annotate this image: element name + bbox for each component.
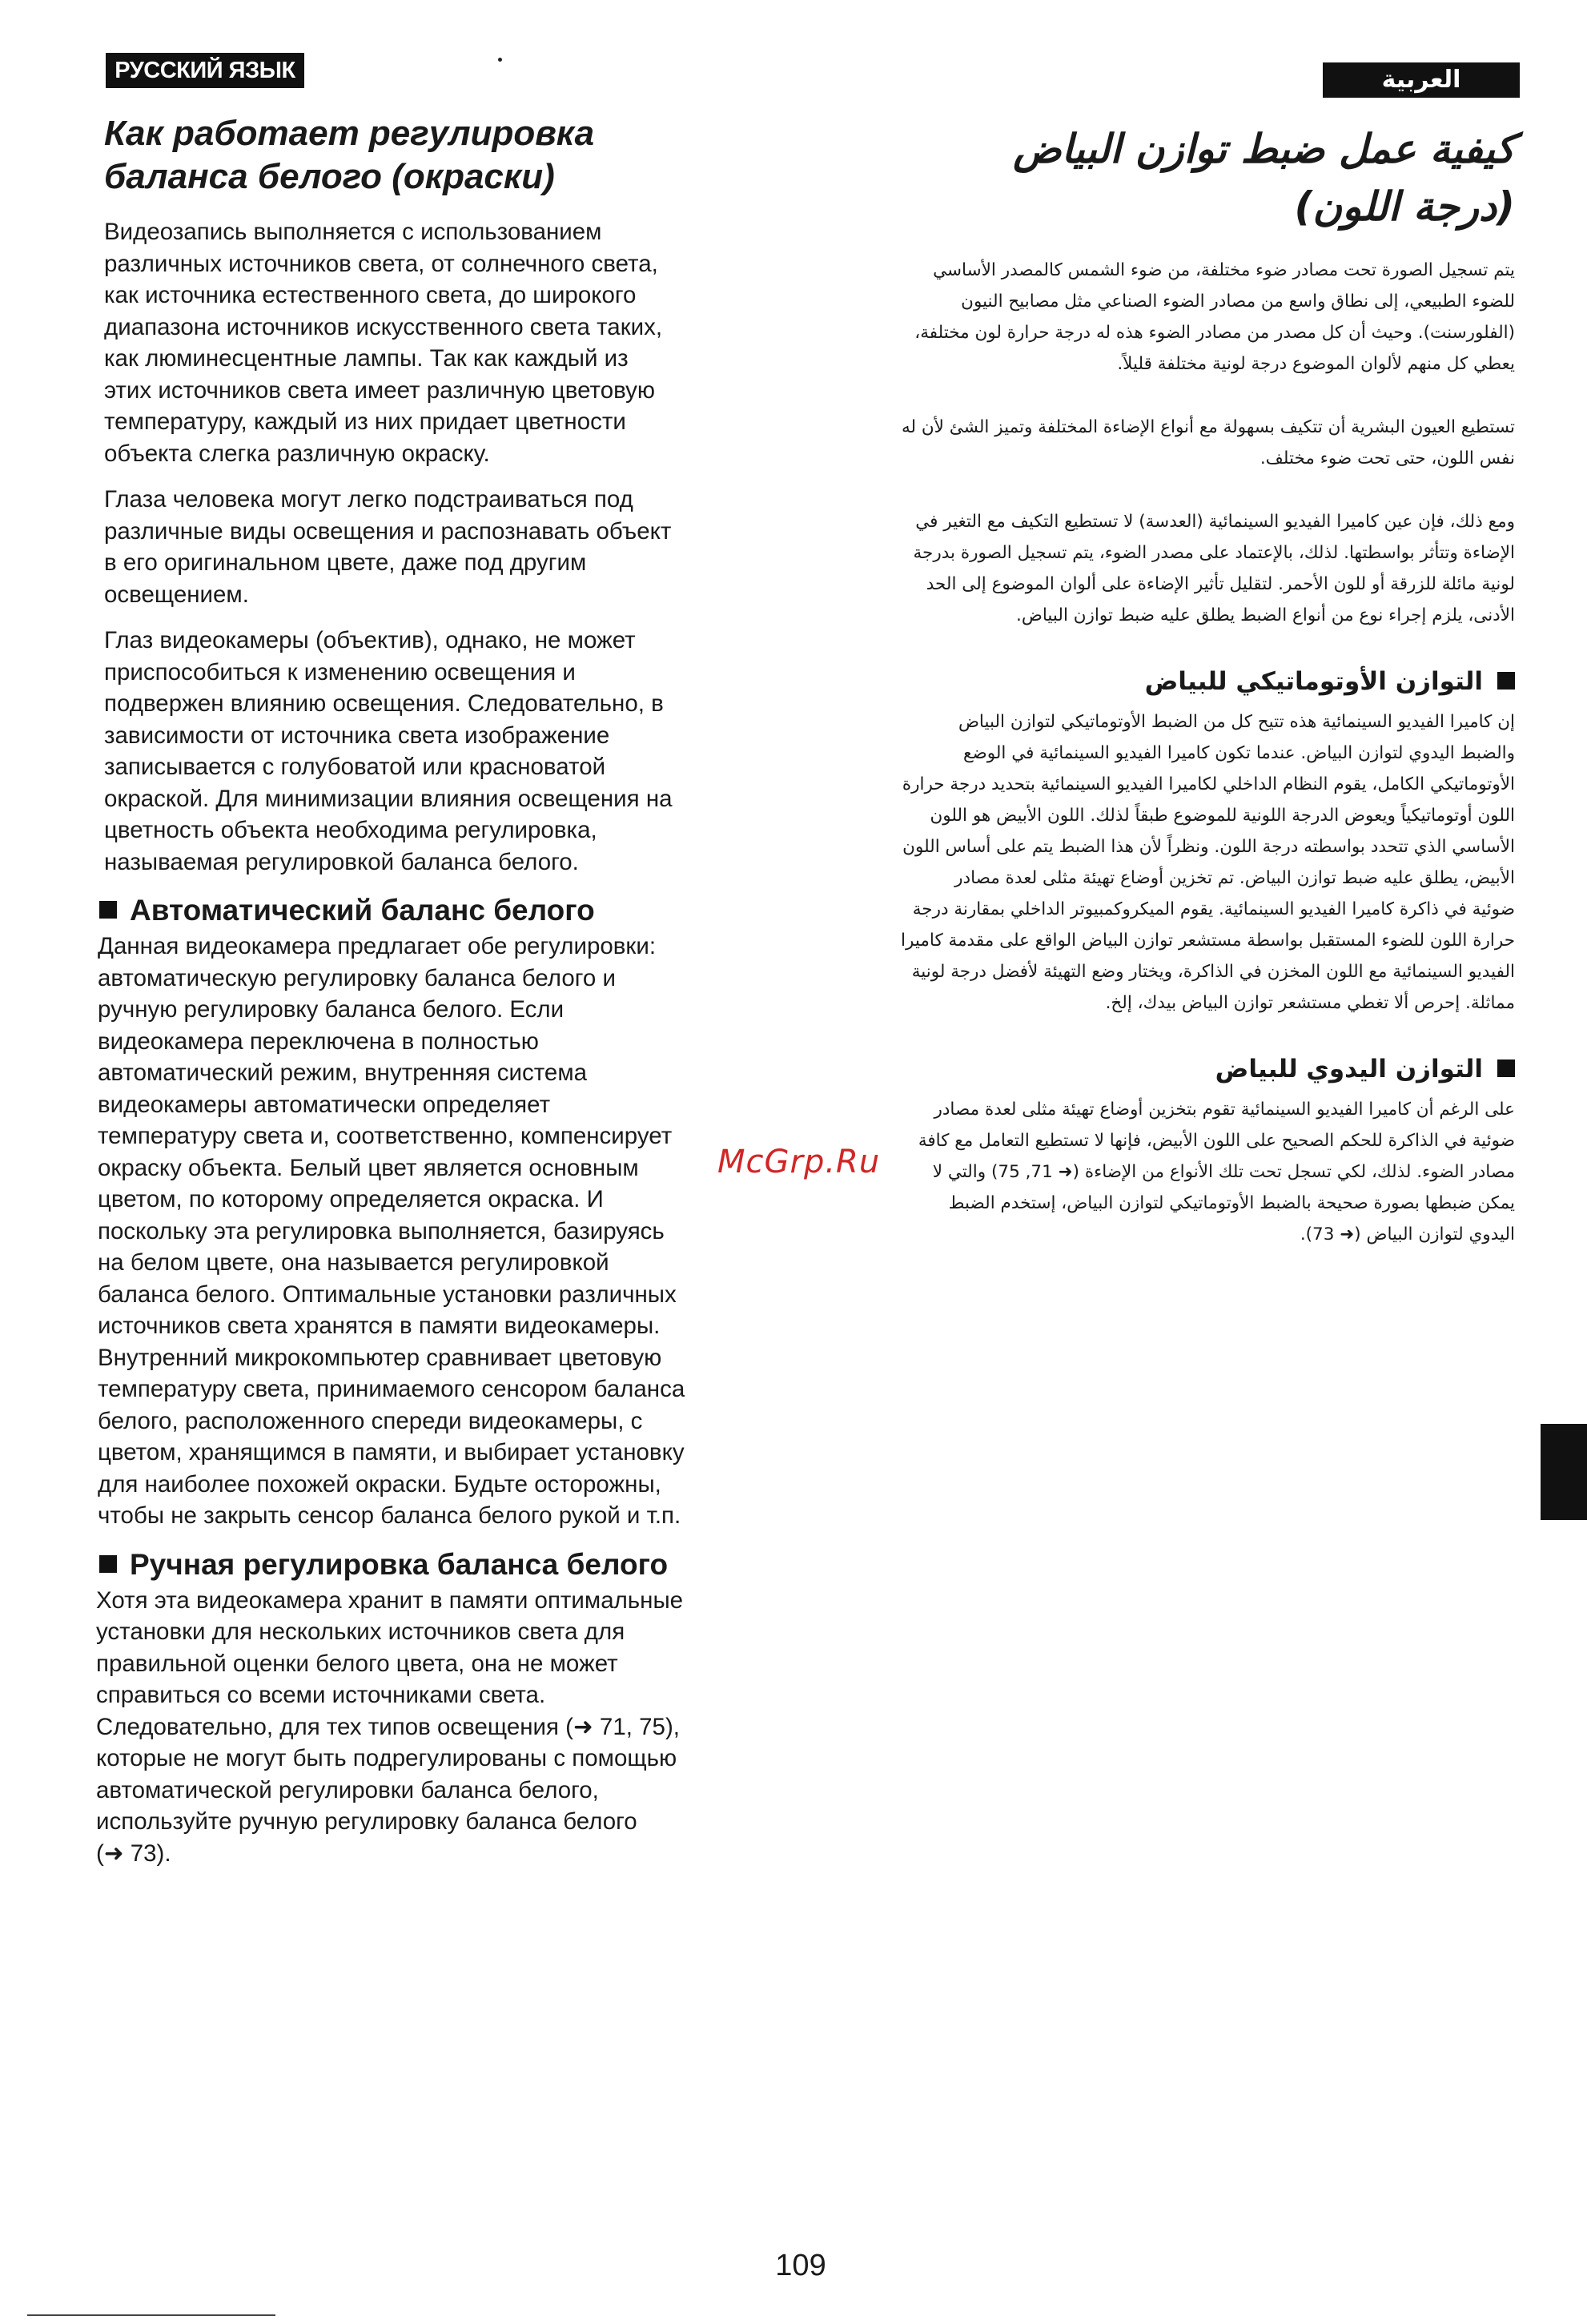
text-line: الفيديو السينمائية مع اللون المخزن في الذاكرة، ويختار وضع التهيئة لأفضل درجة لونية xyxy=(911,962,1515,982)
ar-manual-heading xyxy=(858,1051,1515,1088)
text-line: تستطيع العيون البشرية أن تتكيف بسهولة مع أنواع الإضاءة المختلفة وتميز الشئ لأن له xyxy=(901,417,1515,437)
ar-manual-heading-text: التوازن اليدوي للبياض xyxy=(1215,1055,1483,1084)
text-line: поскольку эта регулировка выполняется, базируясь xyxy=(98,1217,665,1244)
text-line: температуру, каждый из них придает цветности xyxy=(104,408,626,435)
bullet-square-icon xyxy=(1497,672,1515,690)
text-line: Как работает регулировка xyxy=(104,114,595,153)
ru-page-title xyxy=(104,112,756,199)
ar-auto-heading xyxy=(858,663,1515,700)
text-line: как люминесцентные лампы. Так как каждый из xyxy=(104,345,629,372)
text-line: Следовательно, для тех типов освещения (➜ 71, 75), xyxy=(96,1713,680,1740)
text-line: الإضاءة وتتأثر بواسطتها. لذلك، بالإعتماد على مصدر الضوء، يتم تسجيل الصورة بدرجة xyxy=(913,543,1515,563)
text-line: видеокамера переключена в полностью xyxy=(98,1027,539,1055)
text-line: различные виды освещения и распознавать объект xyxy=(104,517,672,545)
text-line: ضوئية في الذاكرة للحكم الصحيح على اللون الأبيض، فإنها لا تستطيع التعامل مع كافة xyxy=(918,1131,1515,1151)
watermark-text: McGrp.Ru xyxy=(717,1144,881,1180)
text-line: объекта слегка различную окраску. xyxy=(104,440,490,467)
text-line: автоматический режим, внутренняя система xyxy=(98,1059,588,1086)
ru-lens-paragraph xyxy=(104,625,756,878)
text-line: (الفلورسنت). وحيث أن كل مصدر من مصادر الضوء هذه له درجة حرارة لون مختلفة، xyxy=(914,323,1515,343)
text-line: чтобы не закрыть сенсор баланса белого рукой и т.п. xyxy=(98,1502,681,1529)
text-line: Глаз видеокамеры (объектив), однако, не может xyxy=(104,627,636,653)
ru-auto-heading xyxy=(99,892,756,929)
text-line: температуру света, принимаемого сенсором баланса xyxy=(98,1376,685,1402)
ru-manual-heading xyxy=(99,1546,756,1583)
text-line: подвержен влиянию освещения. Следовательно, в xyxy=(104,690,664,717)
text-line: يعطي كل منهم لألوان الموضوع درجة لونية مختلفة قليلاً. xyxy=(1117,354,1515,374)
text-line: автоматическую регулировку баланса белого и xyxy=(98,964,616,991)
text-line: различных источников света, от солнечного света, xyxy=(104,250,658,277)
bullet-square-icon xyxy=(1497,1059,1515,1077)
ar-auto-paragraph xyxy=(858,706,1515,1019)
text-line: يتم تسجيل الصورة تحت مصادر ضوء مختلفة، من ضوء الشمس كالمصدر الأساسي xyxy=(933,260,1515,280)
text-line: مصادر الضوء. لذلك، لكي تسجل تحت تلك الأنواع من الإضاءة (➜ 71, 75) والتي لا xyxy=(932,1162,1515,1182)
text-line: الأدنى، يلزم إجراء نوع من أنواع الضبط يطلق عليه ضبط توازن البياض. xyxy=(1016,605,1515,625)
text-line: ضوئية في ذاكرة كاميرا الفيديو السينمائية. يقوم الميكروكمبيوتر الداخلي بمقارنة درجة xyxy=(912,899,1515,919)
text-line: والضبط اليدوي لتوازن البياض. عندما تكون كاميرا الفيديو السينمائية في الوضع xyxy=(963,743,1515,763)
bullet-square-icon xyxy=(99,901,117,919)
text-line: приспособиться к изменению освещения и xyxy=(104,658,576,686)
text-line: إن كاميرا الفيديو السينمائية هذه تتيح كل من الضبط الأوتوماتيكي لتوازن البياض xyxy=(958,712,1515,732)
text-line: اليدوي لتوازن البياض (➜ 73). xyxy=(1300,1224,1515,1244)
text-line: цветом, хранящимся в памяти, и выбирает установку xyxy=(98,1439,685,1466)
ar-manual-paragraph xyxy=(858,1094,1515,1250)
text-line: зависимости от источника света изображение xyxy=(104,722,610,749)
text-line: диапазона источников искусственного света таких, xyxy=(104,313,663,340)
bottom-rule xyxy=(27,2314,275,2316)
text-line: (➜ 73). xyxy=(96,1839,171,1867)
text-line: которые не могут быть подрегулированы с помощью xyxy=(96,1745,677,1771)
ar-auto-heading-text: التوازن الأوتوماتيكي للبياض xyxy=(1144,667,1483,696)
text-line: температуру света и, соответственно, компенсирует xyxy=(98,1123,673,1149)
stray-dot xyxy=(498,58,502,62)
text-line: справиться со всеми источниками света. xyxy=(96,1682,546,1708)
text-line: اللون أوتوماتيكياً ويعوض الدرجة اللونية للموضوع طبقاً لذلك. اللون الأبيض هو اللون xyxy=(930,806,1515,826)
language-tab-russian: РУССКИЙ ЯЗЫК xyxy=(106,53,304,88)
text-line: источников света хранятся в памяти видеокамеры. xyxy=(98,1313,661,1339)
ru-intro-paragraph xyxy=(104,216,756,469)
text-line: как источника естественного света, до широкого xyxy=(104,282,637,308)
text-line: ومع ذلك، فإن عين كاميرا الفيديو السينمائية (العدسة) لا تستطيع التكيف مع التغير في xyxy=(915,512,1515,532)
text-line: на белом цвете, она называется регулировкой xyxy=(98,1249,609,1276)
text-line: Хотя эта видеокамера хранит в памяти оптимальные xyxy=(96,1586,684,1614)
section-edge-marker xyxy=(1541,1424,1587,1520)
ru-manual-paragraph xyxy=(96,1585,756,1870)
arabic-column xyxy=(858,120,1515,1282)
text-line: الأبيض، يطلق عليه ضبط توازن البياض. تم تخزين أوضاع تهيئة مثلى لعدة مصادر xyxy=(954,868,1515,888)
text-line: Внутренний микрокомпьютер сравнивает цветовую xyxy=(98,1344,662,1371)
text-line: цветом, по которому определяется окраска. И xyxy=(98,1186,604,1212)
ru-manual-heading-text: Ручная регулировка баланса белого xyxy=(130,1547,669,1581)
ar-paragraph-3 xyxy=(858,506,1515,631)
text-line: ручную регулировку баланса белого. Если xyxy=(98,996,564,1023)
text-line: كيفية عمل ضبط توازن البياض xyxy=(1013,126,1515,172)
ar-page-title xyxy=(858,120,1515,235)
ar-paragraph-2 xyxy=(858,412,1515,474)
text-line: Видеозапись выполняется с использованием xyxy=(104,219,602,245)
text-line: белого, расположенного спереди видеокамеры, с xyxy=(98,1407,643,1434)
text-line: баланса белого. Оптимальные установки различных xyxy=(98,1281,677,1308)
text-line: لونية مائلة للزرقة أو للون الأحمر. لتقليل تأثير الإضاءة على ألوان الموضوع إلى الحد xyxy=(926,574,1515,594)
text-line: в его оригинальном цвете, даже под другим xyxy=(104,549,587,576)
text-line: يمكن ضبطها بصورة صحيحة بالضبط الأوتوماتيكي لتوازن البياض، إستخدم الضبط xyxy=(948,1193,1515,1213)
text-line: установки для нескольких источников света для xyxy=(96,1618,625,1645)
text-line: видеокамеры автоматически определяет xyxy=(98,1091,551,1118)
text-line: نفس اللون، حتى تحت ضوء مختلف. xyxy=(1260,448,1515,468)
text-line: على الرغم أن كاميرا الفيديو السينمائية تقوم بتخزين أوضاع تهيئة مثلى لعدة مصادر xyxy=(934,1100,1515,1120)
ru-auto-paragraph xyxy=(98,931,756,1532)
text-line: مماثلة. إحرص ألا تغطي مستشعر توازن البياض بيدك، إلخ. xyxy=(1105,993,1515,1013)
ru-auto-heading-text: Автоматический баланс белого xyxy=(130,894,595,927)
text-line: окраской. Для минимизации влияния освещения на xyxy=(104,785,673,812)
text-line: автоматической регулировки баланса белого, xyxy=(96,1776,599,1803)
language-tab-arabic: العربية xyxy=(1323,62,1520,98)
text-line: освещением. xyxy=(104,581,249,608)
text-line: для наиболее похожей окраски. Будьте осторожны, xyxy=(98,1470,661,1498)
bullet-square-icon xyxy=(99,1555,117,1573)
text-line: окраску объекта. Белый цвет является основным xyxy=(98,1154,639,1181)
russian-column xyxy=(96,112,756,1884)
text-line: правильной оценки белого цвета, она не может xyxy=(96,1650,618,1677)
ar-paragraph-1 xyxy=(858,255,1515,380)
ru-eye-paragraph xyxy=(104,484,756,610)
text-line: записывается с голубоватой или красноватой xyxy=(104,754,606,780)
text-line: этих источников света имеет различную цветовую xyxy=(104,376,656,404)
text-line: حرارة اللون للضوء المستقبل بواسطة مستشعر توازن البياض الواقع على مقدمة كاميرا xyxy=(901,931,1515,951)
text-line: цветность объекта необходима регулировка, xyxy=(104,817,597,843)
text-line: называемая регулировкой баланса белого. xyxy=(104,848,579,875)
text-line: الأوتوماتيكي الكامل، يقوم النظام الداخلي لكاميرا الفيديو السينمائية بتحديد درجة حرارة xyxy=(902,774,1515,794)
text-line: используйте ручную регулировку баланса белого xyxy=(96,1808,637,1835)
text-line: баланса белого (окраски) xyxy=(104,157,555,196)
page-number: 109 xyxy=(775,2249,826,2282)
text-line: الأساسي الذي تتحدد بواسطته درجة اللون. ونظراً لأن هذا الضبط يتم على أساس اللون xyxy=(902,837,1515,857)
text-line: للضوء الطبيعي، إلى نطاق واسع من مصادر الضوء الصناعي مثل مصابيح النيون xyxy=(961,292,1515,312)
text-line: Глаза человека могут легко подстраиваться под xyxy=(104,486,633,513)
text-line: (درجة اللون) xyxy=(1294,183,1515,230)
text-line: Данная видеокамера предлагает обе регулировки: xyxy=(98,933,657,959)
